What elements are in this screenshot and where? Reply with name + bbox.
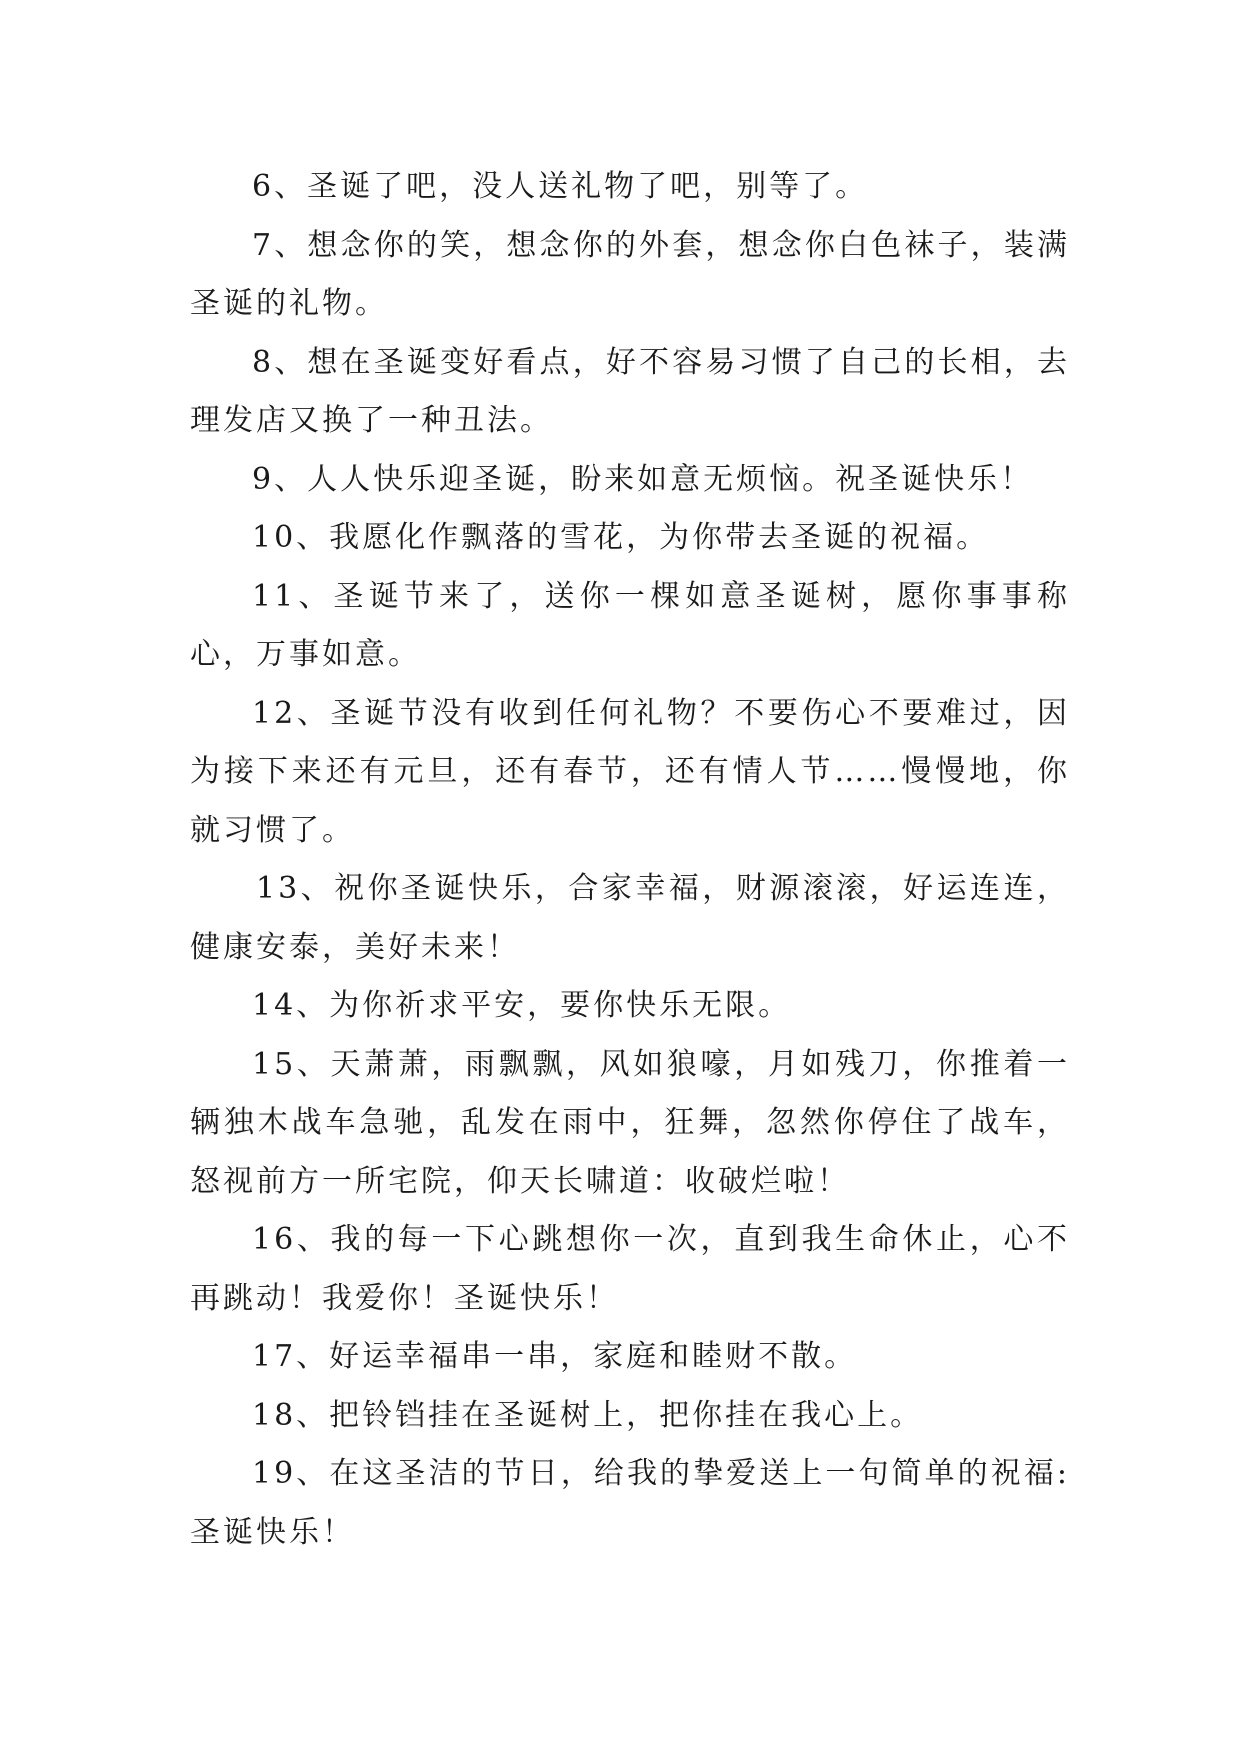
paragraph-9: 9、人人快乐迎圣诞，盼来如意无烦恼。祝圣诞快乐！ <box>252 461 1034 497</box>
paragraph-19: 19、在这圣洁的节日，给我的挚爱送上一句简单的祝福:圣诞快乐！ <box>190 1456 1070 1550</box>
paragraph-10: 10、我愿化作飘落的雪花，为你带去圣诞的祝福。 <box>252 520 990 555</box>
paragraph-8: 8、想在圣诞变好看点，好不容易习惯了自己的长相，去理发店又换了一种丑法。 <box>190 344 1070 438</box>
paragraph-15: 15、天萧萧，雨飘飘，风如狼嚎，月如残刀，你推着一辆独木战车急驰，乱发在雨中，狂舞，忽然你停住了战车，怒视前方一所宅院，仰天长啸道：收破烂啦！ <box>190 1046 1070 1199</box>
paragraph-13: 13、祝你圣诞快乐，合家幸福，财源滚滚，好运连连，健康安泰，美好未来！ <box>190 871 1070 965</box>
paragraph-6: 6、圣诞了吧，没人送礼物了吧，别等了。 <box>252 169 869 204</box>
paragraph-7: 7、想念你的笑，想念你的外套，想念你白色袜子，装满圣诞的礼物。 <box>190 227 1070 321</box>
paragraph-11: 11、圣诞节来了，送你一棵如意圣诞树，愿你事事称心，万事如意。 <box>190 578 1070 672</box>
paragraph-16: 16、我的每一下心跳想你一次，直到我生命休止，心不再跳动！我爱你！圣诞快乐！ <box>190 1222 1070 1316</box>
paragraph-14: 14、为你祈求平安，要你快乐无限。 <box>252 988 792 1023</box>
document-body <box>190 158 1070 1562</box>
paragraph-18: 18、把铃铛挂在圣诞树上，把你挂在我心上。 <box>252 1397 924 1433</box>
paragraph-17: 17、好运幸福串一串，家庭和睦财不散。 <box>252 1339 858 1374</box>
paragraph-12: 12、圣诞节没有收到任何礼物？不要伤心不要难过，因为接下来还有元旦，还有春节，还有情人节……慢慢地，你就习惯了。 <box>190 695 1070 848</box>
